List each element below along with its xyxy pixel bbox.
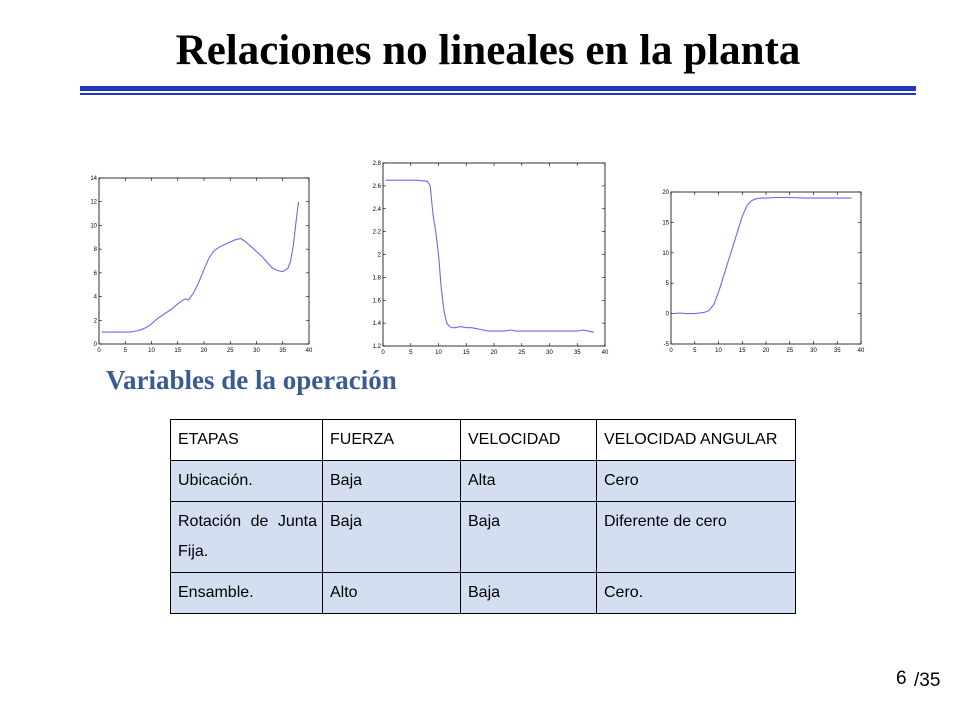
x-tick-label: 35 [833,348,841,354]
x-tick-label: 20 [490,350,498,356]
x-tick-label: 5 [123,348,127,354]
header-cell: VELOCIDAD [461,420,597,461]
page-total: /35 [914,670,941,691]
x-tick-label: 20 [762,348,770,354]
x-tick-label: 35 [573,350,581,356]
x-tick-label: 30 [253,348,260,354]
x-tick-label: 25 [786,348,794,354]
table-header-row [171,420,796,461]
y-tick-label: 2.4 [372,206,381,213]
x-tick-label: 0 [97,348,101,354]
header-cell: VELOCIDAD ANGULAR [597,420,796,461]
table-cell: Diferente de cero [597,502,796,573]
slide-title: Relaciones no lineales en la planta [175,27,801,74]
table-cell: Rotación de Junta Fija. [171,502,323,573]
table-cell: Alta [461,461,597,502]
operation-variables-table [170,419,796,614]
y-tick-label: 12 [90,199,97,206]
header-cell: ETAPAS [171,420,323,461]
angular-velocity-plot [650,186,870,358]
y-tick-label: 6 [93,270,97,277]
table-cell: Ensamble. [171,573,323,614]
y-tick-label: 10 [90,223,97,230]
title-underline [80,86,916,95]
y-tick-label: 8 [93,247,97,254]
y-tick-label: 2.8 [372,161,381,167]
x-tick-label: 15 [462,350,470,356]
x-tick-label: 20 [200,348,208,354]
table-cell: Cero [597,461,796,502]
x-tick-label: 0 [669,348,673,354]
table-row [171,502,796,573]
x-tick-label: 30 [546,350,553,356]
table-row [171,573,796,614]
table-cell: Baja [323,461,461,502]
section-heading: Variables de la operación [106,365,397,395]
x-tick-label: 5 [693,348,697,354]
velocity-plot [362,158,612,358]
y-tick-label: 2.6 [372,183,381,190]
plot-frame [671,192,861,344]
x-tick-label: 40 [857,348,865,354]
x-tick-label: 15 [174,348,182,354]
y-tick-label: 2.2 [372,229,381,236]
x-tick-label: 30 [810,348,817,354]
y-tick-label: 0 [93,342,97,348]
y-tick-label: 1.4 [372,321,381,328]
y-tick-label: 1.2 [372,344,381,350]
table-cell: Ubicación. [171,461,323,502]
y-tick-label: 0 [665,311,669,318]
table-cell: Baja [323,502,461,573]
x-tick-label: 40 [601,350,609,356]
force-plot [86,172,326,362]
y-tick-label: 2 [93,318,97,325]
x-tick-label: 25 [518,350,526,356]
y-tick-label: 20 [662,190,669,196]
table-row [171,461,796,502]
y-tick-label: 2 [377,252,381,259]
y-tick-label: 15 [662,220,669,227]
y-tick-label: 5 [665,281,669,288]
y-tick-label: 10 [662,250,669,257]
table-cell: Baja [461,502,597,573]
page-number: 6 [896,668,907,689]
y-tick-label: 14 [90,176,97,182]
x-tick-label: 15 [738,348,746,354]
x-tick-label: 10 [435,350,442,356]
x-tick-label: 10 [148,348,155,354]
x-tick-label: 40 [305,348,313,354]
y-tick-label: 1.8 [372,275,381,282]
header-cell: FUERZA [323,420,461,461]
x-tick-label: 5 [409,350,413,356]
plot-frame [99,178,309,344]
x-tick-label: 0 [381,350,385,356]
table-cell: Baja [461,573,597,614]
table-cell: Alto [323,573,461,614]
x-tick-label: 35 [279,348,287,354]
y-tick-label: -5 [663,342,669,348]
table-cell: Cero. [597,573,796,614]
x-tick-label: 10 [715,348,722,354]
y-tick-label: 4 [93,294,97,301]
plot-frame [383,163,605,346]
x-tick-label: 25 [226,348,234,354]
y-tick-label: 1.6 [372,298,381,305]
